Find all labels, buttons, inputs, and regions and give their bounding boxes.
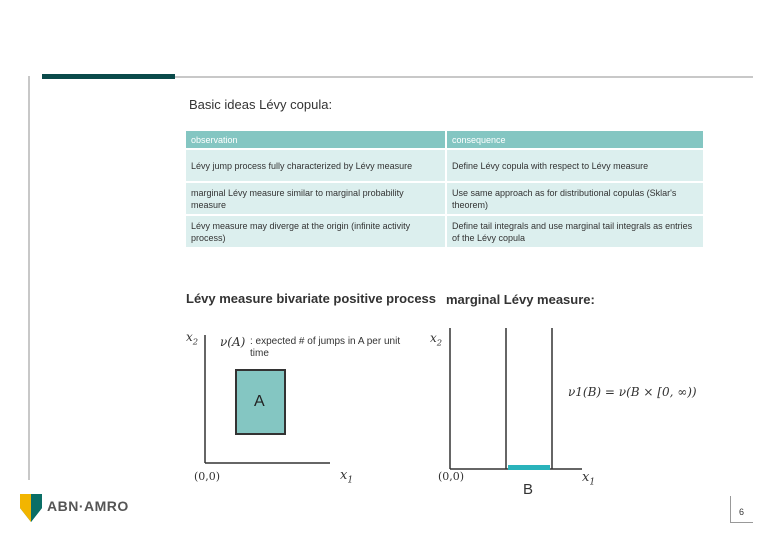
logo-text: ABN·AMRO	[47, 498, 129, 514]
set-a-box	[235, 369, 286, 435]
right-plot-caption: marginal Lévy measure:	[446, 292, 595, 307]
table-cell: Lévy measure may diverge at the origin (infinite activity process)	[186, 215, 446, 247]
right-x-axis-label: $x_1$	[582, 470, 596, 488]
table-row	[186, 215, 704, 247]
table-cell: marginal Lévy measure similar to marginal probability measure	[186, 182, 446, 215]
marginal-formula: ν1(B) = ν(B × [0, ∞))	[568, 385, 697, 399]
right-plot-axes	[440, 320, 610, 485]
table-header-observation: observation	[186, 131, 446, 149]
table-cell: Define tail integrals and use marginal tail integrals as entries of the Lévy copula	[446, 215, 704, 247]
left-y-axis-label: $x_2$	[186, 330, 199, 347]
slide-heading: Basic ideas Lévy copula:	[189, 97, 333, 112]
left-divider	[28, 76, 30, 480]
table-row	[186, 149, 704, 182]
left-plot-caption: Lévy measure bivariate positive process	[186, 291, 437, 306]
top-accent-bar	[42, 74, 175, 79]
abn-amro-shield-icon	[20, 494, 42, 522]
table-cell: Define Lévy copula with respect to Lévy measure	[446, 149, 704, 182]
set-b-interval	[508, 465, 550, 470]
top-divider	[175, 76, 753, 78]
left-origin-label: (0,0)	[194, 470, 221, 483]
page-number: 6	[739, 507, 745, 517]
table-header-consequence: consequence	[446, 131, 704, 149]
right-y-axis-label: $x_2$	[430, 331, 443, 348]
table-header-row	[186, 131, 704, 149]
nu-a-label: ν(A)	[220, 335, 246, 349]
observation-table	[186, 131, 705, 247]
table-cell: Lévy jump process fully characterized by Lévy measure	[186, 149, 446, 182]
table-row	[186, 182, 704, 215]
nu-a-description: : expected # of jumps in A per unit time	[250, 336, 401, 359]
table-cell: Use same approach as for distributional copulas (Sklar's theorem)	[446, 182, 704, 215]
left-x-axis-label: $x_1$	[340, 468, 354, 486]
set-b-label: B	[523, 481, 534, 498]
right-origin-label: (0,0)	[438, 470, 465, 483]
set-a-label: A	[254, 393, 265, 410]
